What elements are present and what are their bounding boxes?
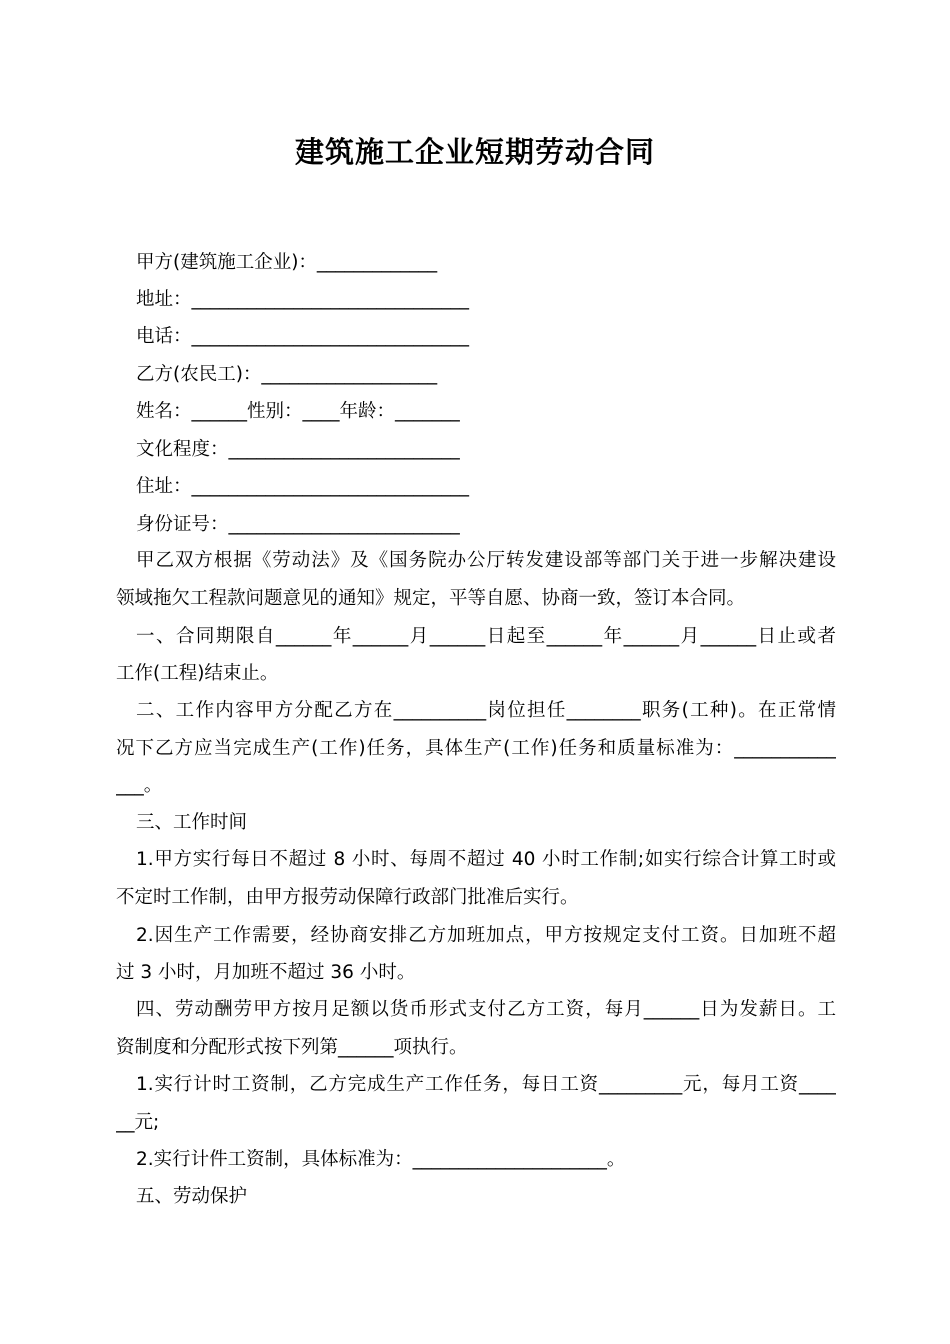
id-number-field: 身份证号：_________________________ <box>136 514 460 535</box>
name-gender-age-field: 姓名：______性别：____年龄：_______ <box>136 401 460 422</box>
clause-1-line-1: 一、合同期限自______年______月______日起至______年______月______日止或者 <box>136 626 836 647</box>
residence-field: 住址：______________________________ <box>136 476 470 497</box>
clause-4-2-line: 2.实行计件工资制，具体标准为：_____________________。 <box>136 1149 626 1170</box>
clause-4-line-1: 四、劳动酬劳甲方按月足额以货币形式支付乙方工资，每月______日为发薪日。工 <box>136 999 836 1020</box>
clause-4-line-2: 资制度和分配形式按下列第______项执行。 <box>116 1037 468 1058</box>
clause-3-1-line-1: 1.甲方实行每日不超过 8 小时、每周不超过 40 小时工作制;如实行综合计算工时或 <box>136 849 836 870</box>
clause-4-1-line-1: 1.实行计时工资制，乙方完成生产工作任务，每日工资_________元，每月工资____ <box>136 1074 836 1095</box>
document-title: 建筑施工企业短期劳动合同 <box>294 135 655 169</box>
clause-3-1-line-2: 不定时工作制，由甲方报劳动保障行政部门批准后实行。 <box>116 887 579 908</box>
clause-2-line-2: 况下乙方应当完成生产(工作)任务，具体生产(工作)任务和质量标准为：___________ <box>116 738 836 759</box>
clause-2-line-1: 二、工作内容甲方分配乙方在__________岗位担任________职务(工种)。在正常情 <box>136 700 836 721</box>
clause-4-1-line-2: __元; <box>116 1112 160 1133</box>
party-a-field: 甲方(建筑施工企业)：_____________ <box>136 252 438 273</box>
clause-3-2-line-1: 2.因生产工作需要，经协商安排乙方加班加点，甲方按规定支付工资。日加班不超 <box>136 925 836 946</box>
party-b-field: 乙方(农民工)：___________________ <box>136 364 438 385</box>
address-field: 地址：______________________________ <box>136 289 470 310</box>
clause-1-line-2: 工作(工程)结束止。 <box>116 663 279 684</box>
education-field: 文化程度：_________________________ <box>136 439 460 460</box>
clause-5-heading: 五、劳动保护 <box>136 1186 248 1207</box>
clause-2-line-3: ___。 <box>116 775 163 796</box>
preamble-line-1: 甲乙双方根据《劳动法》及《国务院办公厅转发建设部等部门关于进一步解决建设 <box>136 550 836 571</box>
clause-3-heading: 三、工作时间 <box>136 812 248 833</box>
preamble-line-2: 领域拖欠工程款问题意见的通知》规定，平等自愿、协商一致，签订本合同。 <box>116 588 746 609</box>
clause-3-2-line-2: 过 3 小时，月加班不超过 36 小时。 <box>116 962 416 983</box>
phone-field: 电话：______________________________ <box>136 326 470 347</box>
